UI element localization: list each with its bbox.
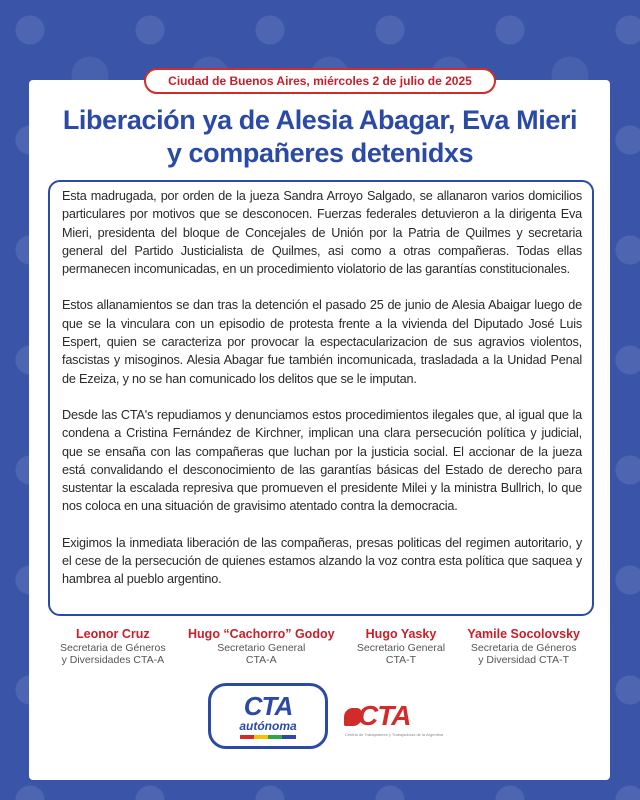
signatory-role: Secretaria de Géneros	[60, 642, 166, 654]
signatory-role: Secretario General	[356, 642, 446, 654]
paragraph: Exigimos la inmediata liberación de las compañeras, presas politicas del regimen autoritario, y el cese de la persecución de quienes estamos alzando la voz contra esta política que saquea y hambrea al pueblo argentino.	[62, 535, 582, 587]
page-title	[40, 104, 600, 170]
signatory-role: CTA-T	[385, 654, 417, 666]
title-line-2: y compañeres detenidxs	[166, 138, 474, 168]
paragraph: Esta madrugada, por orden de la jueza Sandra Arroyo Salgado, se allanaron varios domicilios particulares por motivos que se desconocen. Fuerzas federales detuvieron a la dirigenta Eva Mieri, presidenta del bloque de Concejales de Unión por la Patria de Quilmes y secretaria general del Partido Justicialista de Quilmes, asi como a otras compañeras. Todas ellas permanecen incomunicadas, en un procedimiento violatorio de las garantías constitucionales.	[62, 189, 582, 277]
signature-block	[60, 626, 166, 666]
signatory-name: Hugo Yasky	[365, 627, 437, 641]
signature-block	[188, 626, 335, 666]
signatory-role: CTA-A	[245, 654, 277, 666]
signatures-row	[60, 626, 580, 666]
signatory-name: Leonor Cruz	[76, 627, 150, 641]
statement-body	[62, 187, 582, 607]
paragraph: Desde las CTA's repudiamos y denunciamos estos procedimientos ilegales que, al igual que la condena a Cristina Fernández de Kirchner, implican una clara persecución política y judicial, que se ensaña con las compañeras que luchan por la justicia social. El accionar de la jueza está convalidando el desconocimiento de las garantías básicas del Estado de derecho para sustentar la escalada represiva que promueven el presidente Milei y la ministra Bullrich, lo que nos coloca en una situación de gravisimo atentado contra la democracia.	[62, 407, 582, 514]
title-line-1: Liberación ya de Alesia Abagar, Eva Mieri	[62, 105, 578, 135]
signatory-role: y Diversidades CTA-A	[61, 654, 165, 666]
signature-block	[467, 626, 580, 666]
cta-autonoma-logo	[208, 683, 328, 749]
signature-block	[357, 626, 445, 666]
flag-stripe	[240, 735, 296, 739]
signatory-name: Hugo “Cachorro” Godoy	[188, 627, 335, 641]
logo-subtext: autónoma	[239, 719, 297, 733]
signatory-role: Secretario General	[217, 642, 306, 654]
date-badge: Ciudad de Buenos Aires, miércoles 2 de julio de 2025	[144, 68, 496, 94]
logo-text: CTA	[243, 691, 293, 721]
logo-subtext: Central de Trabajadores y Trabajadoras de la Argentina	[344, 732, 444, 737]
logo-text: CTA	[358, 700, 411, 731]
signatory-name: Yamile Socolovsky	[467, 627, 580, 641]
signatory-role: y Diversidad CTA-T	[478, 654, 570, 666]
cta-t-logo	[344, 700, 444, 740]
paragraph: Estos allanamientos se dan tras la detención el pasado 25 de junio de Alesia Abaigar luego de que se la vinculara con un episodio de protesta frente a la vivienda del Diputado José Luis Espert, quien se caracteriza por provocar la espectacularizacion de sus agravios violentos, fascistas y misoginos. Alesia Abagar fue también incomunicada, trasladada a la Unidad Penal de Ezeiza, y no se han comunicado los delitos que se le imputan.	[62, 298, 582, 386]
signatory-role: Secretaria de Géneros	[470, 642, 577, 654]
